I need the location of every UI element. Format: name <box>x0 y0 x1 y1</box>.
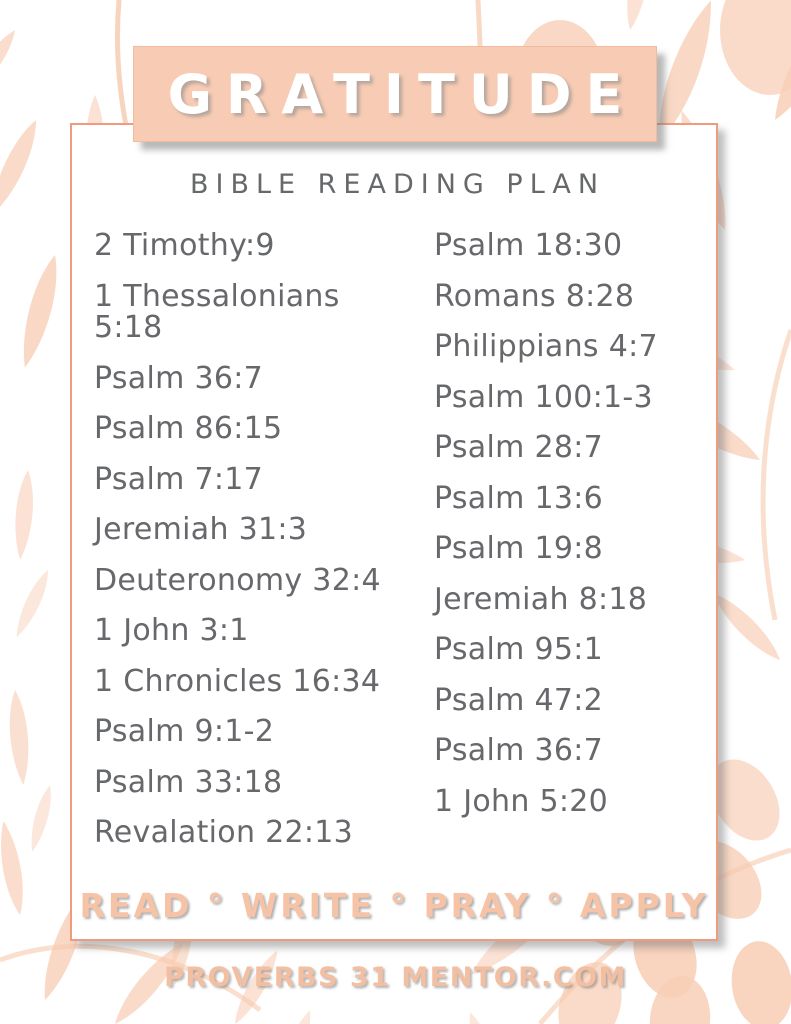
reading-plan-card <box>70 123 718 941</box>
reading-item: Jeremiah 8:18 <box>434 581 648 617</box>
reading-item: Psalm 36:7 <box>434 733 604 768</box>
reading-plan-columns <box>72 230 716 868</box>
reading-item: Jeremiah 31:3 <box>94 512 308 547</box>
reading-item: Psalm 18:30 <box>434 228 623 263</box>
reading-item: Psalm 95:1 <box>434 632 604 667</box>
reading-item: Psalm 33:18 <box>94 764 283 800</box>
title-banner <box>133 46 657 142</box>
mantra-line: READ ° WRITE ° PRAY ° APPLY <box>79 886 709 925</box>
reading-item: 2 Timothy:9 <box>94 228 275 263</box>
reading-item: Romans 8:28 <box>434 278 635 314</box>
reading-item: 1 Thessalonians 5:18 <box>94 278 340 345</box>
reading-item: Philippians 4:7 <box>434 329 658 364</box>
reading-item: Psalm 28:7 <box>434 430 604 465</box>
reading-item: Psalm 47:2 <box>434 682 604 718</box>
reading-item: Psalm 9:1-2 <box>94 714 275 749</box>
website-footer: PROVERBS 31 MENTOR.COM <box>164 962 627 993</box>
reading-item: Psalm 36:7 <box>94 360 264 396</box>
reading-item: Psalm 19:8 <box>434 531 604 566</box>
page-title: GRATITUDE <box>167 62 637 126</box>
reading-plan-column-left <box>94 230 434 868</box>
reading-item: 1 Chronicles 16:34 <box>94 663 381 699</box>
reading-item: 1 John 5:20 <box>434 783 609 819</box>
reading-item: 1 John 3:1 <box>94 613 249 648</box>
reading-item: Psalm 100:1-3 <box>434 379 653 415</box>
card-subtitle: BIBLE READING PLAN <box>189 169 606 200</box>
reading-item: Deuteronomy 32:4 <box>94 562 381 598</box>
reading-item: Revalation 22:13 <box>94 815 354 850</box>
reading-item: Psalm 7:17 <box>94 461 264 497</box>
reading-item: Psalm 13:6 <box>434 480 604 516</box>
reading-plan-column-right <box>434 230 708 868</box>
reading-item: Psalm 86:15 <box>94 411 283 446</box>
